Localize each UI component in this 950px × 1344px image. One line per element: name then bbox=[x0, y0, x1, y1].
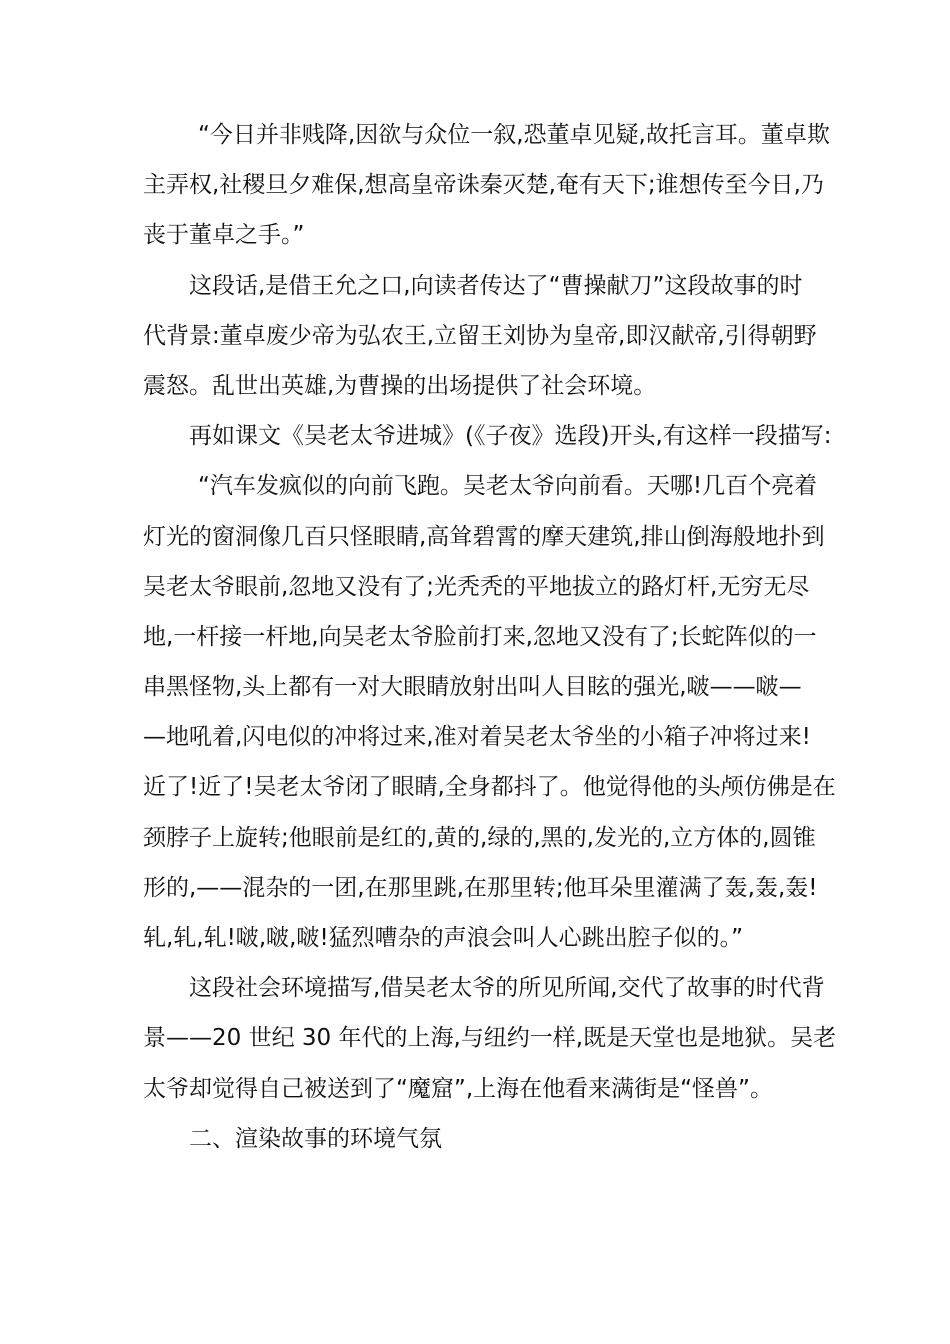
section-heading: 二、渲染故事的环境气氛 bbox=[189, 1125, 442, 1152]
paragraph-quote-wang-yun-line: 主弄权,社稷旦夕难保,想高皇帝诛秦灭楚,奄有天下;谁想传至今日,乃 bbox=[143, 172, 824, 199]
body-text bbox=[143, 110, 837, 1164]
paragraph-quote-ziye-line: 串黑怪物,头上都有一对大眼睛放射出叫人目眩的强光,啵——啵— bbox=[143, 674, 802, 701]
paragraph-analysis-1-line: 震怒。乱世出英雄,为曹操的出场提供了社会环境。 bbox=[143, 372, 657, 399]
paragraph-analysis-1-line: 代背景:董卓废少帝为弘农王,立留王刘协为皇帝,即汉献帝,引得朝野 bbox=[143, 322, 817, 349]
paragraph-quote-ziye-line: 近了!近了!吴老太爷闭了眼睛,全身都抖了。他觉得他的头颅仿佛是在 bbox=[143, 774, 836, 801]
paragraph-analysis-2-line: 这段社会环境描写,借吴老太爷的所见所闻,交代了故事的时代背 bbox=[189, 975, 825, 1002]
paragraph-analysis-1-line: 这段话,是借王允之口,向读者传达了“曹操献刀”这段故事的时 bbox=[189, 272, 803, 299]
paragraph-quote-ziye-line: 地,一杆接一杆地,向吴老太爷脸前打来,忽地又没有了;长蛇阵似的一 bbox=[143, 623, 817, 650]
paragraph-quote-ziye-line: 轧,轧,轧!啵,啵,啵!猛烈嘈杂的声浪会叫人心跳出腔子似的。” bbox=[143, 925, 744, 951]
paragraph-analysis-2-line: 太爷却觉得自己被送到了“魔窟”,上海在他看来满街是“怪兽”。 bbox=[143, 1075, 773, 1102]
paragraph-quote-ziye-line: 灯光的窗洞像几百只怪眼睛,高耸碧霄的摩天建筑,排山倒海般地扑到 bbox=[143, 523, 825, 550]
paragraph-quote-wang-yun-line: 丧于董卓之手。” bbox=[143, 222, 305, 249]
paragraph-quote-wang-yun-line: “今日并非贱降,因欲与众位一叙,恐董卓见疑,故托言耳。董卓欺 bbox=[198, 122, 830, 148]
paragraph-analysis-2-line: 景——20 世纪 30 年代的上海,与纽约一样,既是天堂也是地狱。吴老 bbox=[143, 1025, 837, 1052]
paragraph-quote-ziye-line: “汽车发疯似的向前飞跑。吴老太爷向前看。天哪!几百个亮着 bbox=[198, 473, 818, 500]
paragraph-quote-ziye-line: —地吼着,闪电似的冲将过来,准对着吴老太爷坐的小箱子冲将过来! bbox=[143, 724, 811, 751]
paragraph-quote-ziye-line: 吴老太爷眼前,忽地又没有了;光秃秃的平地拔立的路灯杆,无穷无尽 bbox=[143, 573, 810, 600]
paragraph-quote-ziye-line: 形的,——混杂的一团,在那里跳,在那里转;他耳朵里灌满了轰,轰,轰! bbox=[143, 874, 818, 901]
paragraph-intro-ziye-line: 再如课文《吴老太爷进城》(《子夜》选段)开头,有这样一段描写: bbox=[189, 423, 832, 450]
paragraph-quote-ziye-line: 颈脖子上旋转;他眼前是红的,黄的,绿的,黑的,发光的,立方体的,圆锥 bbox=[143, 824, 816, 851]
